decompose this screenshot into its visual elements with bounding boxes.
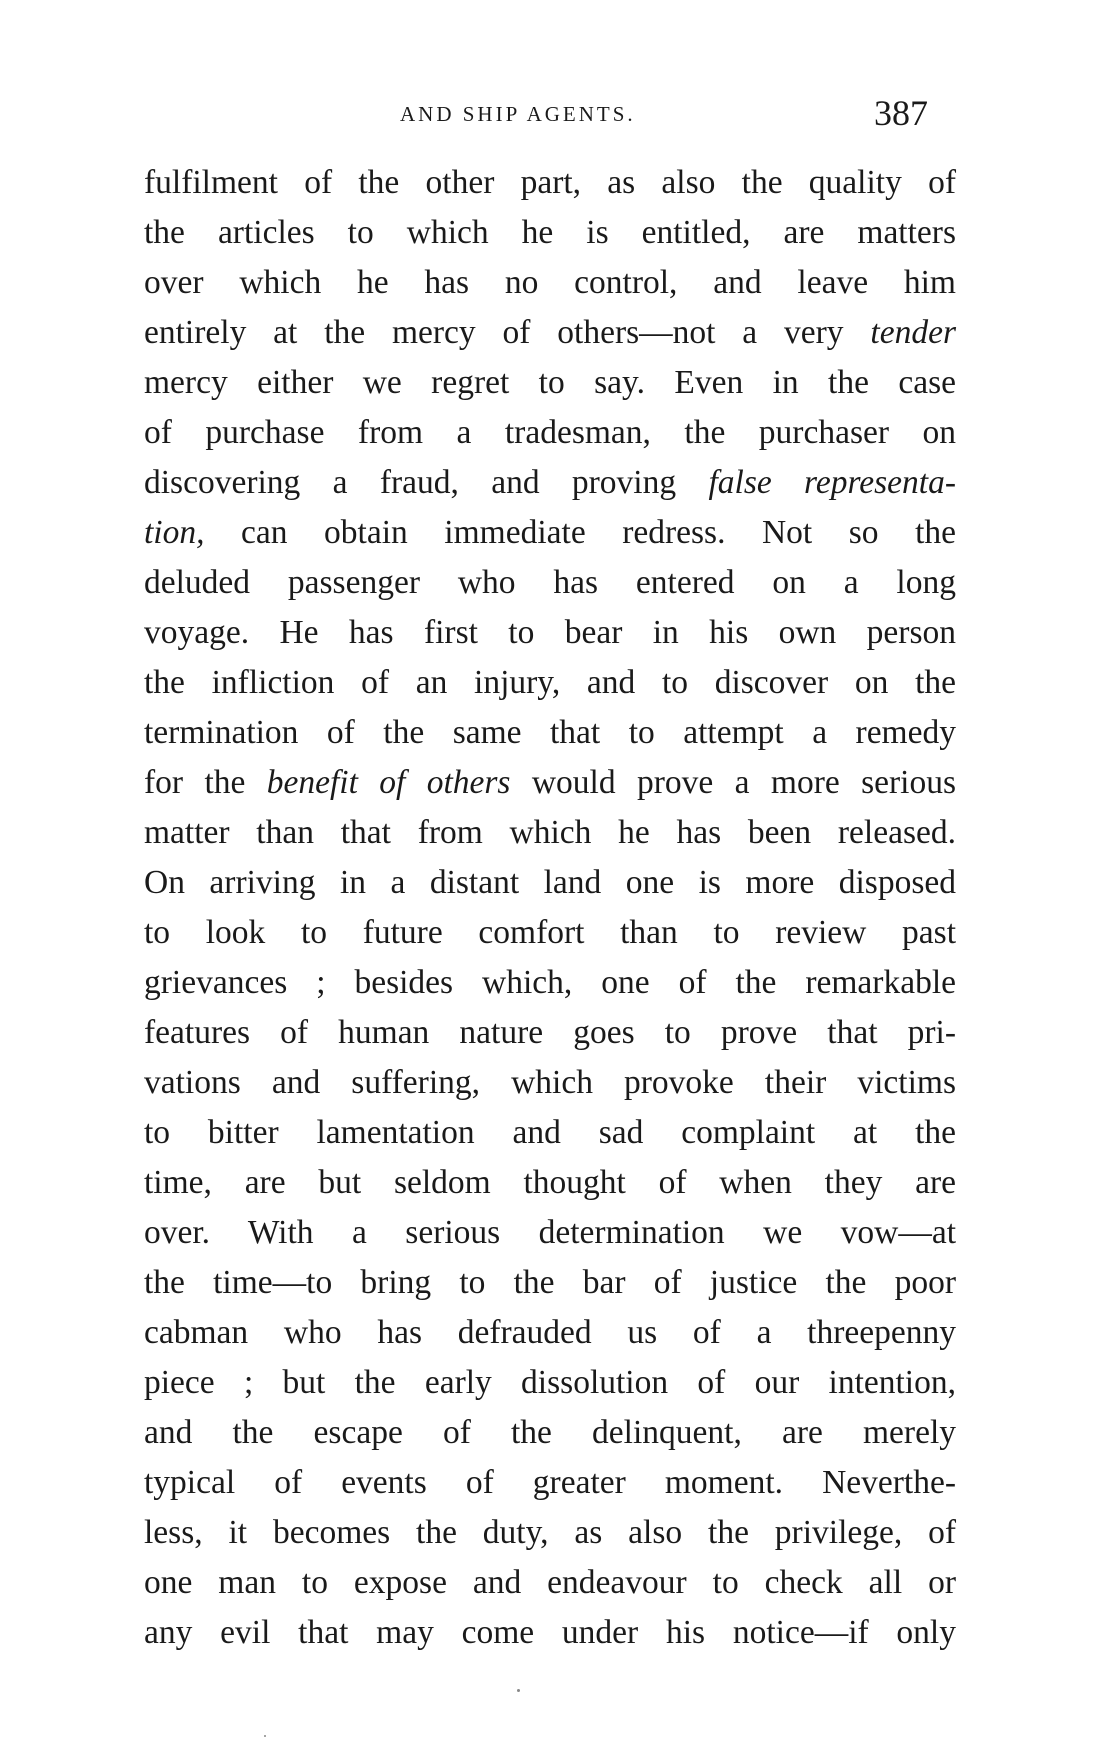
text-line: time, are but seldom thought of when they are	[144, 1164, 956, 1201]
text-line: entirely at the mercy of others—not a very tender	[144, 314, 956, 351]
text-line: mercy either we regret to say. Even in the case	[144, 364, 956, 401]
text-line: to bitter lamentation and sad complaint at the	[144, 1114, 956, 1151]
italic-text: benefit of others	[266, 764, 511, 801]
italic-text: tion,	[144, 514, 205, 551]
text-line: less, it becomes the duty, as also the privilege, of	[144, 1514, 956, 1551]
text-line: the articles to which he is entitled, are matters	[144, 214, 956, 251]
text-line: discovering a fraud, and proving false representa-	[144, 464, 956, 501]
text-line: grievances ; besides which, one of the remarkable	[144, 964, 956, 1001]
text-line: termination of the same that to attempt a remedy	[144, 714, 956, 751]
italic-text: tender	[870, 314, 956, 351]
ink-speck	[517, 1689, 520, 1692]
text-line: vations and suffering, which provoke their victims	[144, 1064, 956, 1101]
text-line: fulfilment of the other part, as also the quality of	[144, 164, 956, 201]
text-line: the infliction of an injury, and to discover on the	[144, 664, 956, 701]
body-text	[144, 158, 956, 1658]
text-line: of purchase from a tradesman, the purchaser on	[144, 414, 956, 451]
text-line: any evil that may come under his notice—if only	[144, 1614, 956, 1651]
page-number: 387	[874, 93, 928, 133]
text-line: for the benefit of others would prove a more serious	[144, 764, 956, 801]
italic-text: false representa-	[708, 464, 956, 501]
text-line: to look to future comfort than to review past	[144, 914, 956, 951]
text-line: tion, can obtain immediate redress. Not so the	[144, 514, 956, 551]
text-line: deluded passenger who has entered on a long	[144, 564, 956, 601]
text-line: features of human nature goes to prove that pri-	[144, 1014, 956, 1051]
text-line: and the escape of the delinquent, are merely	[144, 1414, 956, 1451]
text-line: voyage. He has first to bear in his own person	[144, 614, 956, 651]
text-line: cabman who has defrauded us of a threepenny	[144, 1314, 956, 1351]
text-line: matter than that from which he has been released.	[144, 814, 956, 851]
running-head	[0, 92, 1114, 132]
text-line: typical of events of greater moment. Neverthe-	[144, 1464, 956, 1501]
text-line: the time—to bring to the bar of justice the poor	[144, 1264, 956, 1301]
ink-speck	[264, 1735, 266, 1737]
text-line: over. With a serious determination we vow—at	[144, 1214, 956, 1251]
text-line: piece ; but the early dissolution of our intention,	[144, 1364, 956, 1401]
text-line: one man to expose and endeavour to check all or	[144, 1564, 956, 1601]
text-line: On arriving in a distant land one is more disposed	[144, 864, 956, 901]
text-line: over which he has no control, and leave him	[144, 264, 956, 301]
running-title: AND SHIP AGENTS.	[400, 102, 636, 126]
